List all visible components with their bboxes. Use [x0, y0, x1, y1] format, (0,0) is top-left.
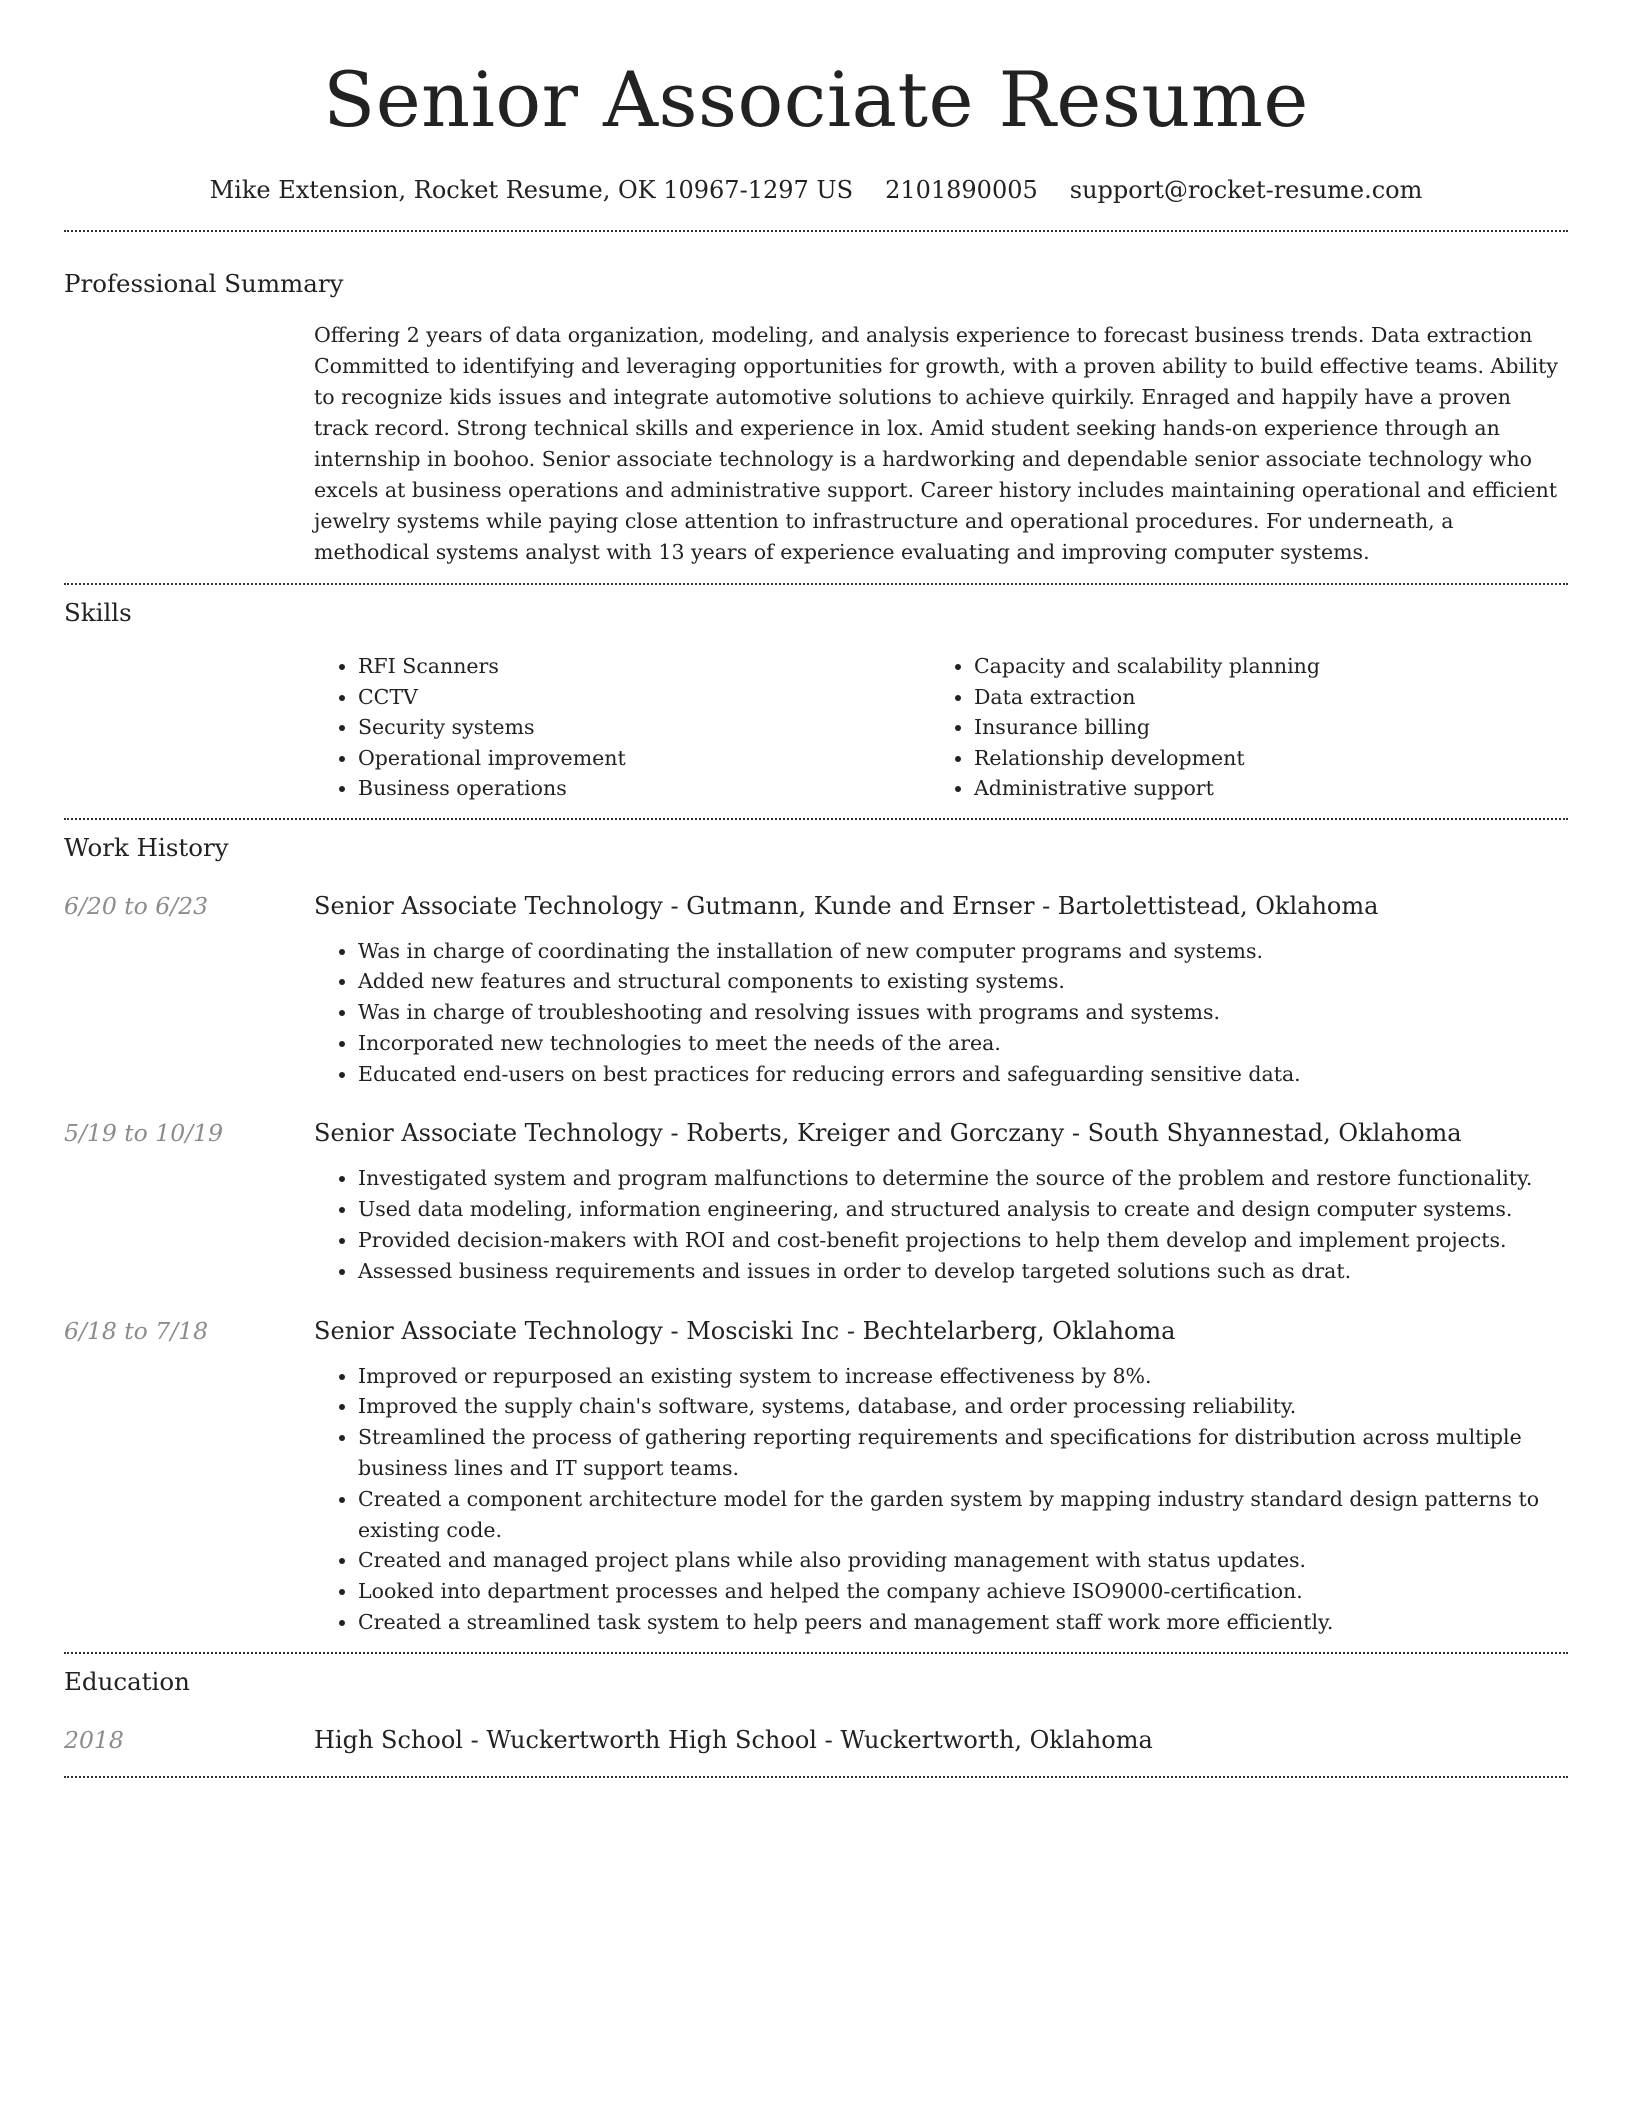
work-entry	[64, 1117, 1568, 1286]
work-bullet: • Looked into department processes and helped the company achieve ISO9000-certification.	[358, 1576, 1568, 1607]
skill-item: • RFI Scanners	[358, 651, 930, 682]
section-title-skills: Skills	[64, 598, 132, 627]
work-bullet: • Was in charge of coordinating the installation of new computer programs and systems.	[358, 936, 1568, 967]
work-bullet: • Was in charge of troubleshooting and resolving issues with programs and systems.	[358, 997, 1568, 1028]
work-heading: Senior Associate Technology - Gutmann, Kunde and Ernser - Bartolettistead, Oklahoma	[314, 891, 1379, 920]
work-bullet: • Used data modeling, information engineering, and structured analysis to create and design computer systems.	[358, 1194, 1568, 1225]
work-date: 5/19 to 10/19	[64, 1119, 224, 1148]
work-date: 6/20 to 6/23	[64, 891, 209, 920]
skills-column-right	[930, 651, 1546, 804]
work-date: 6/18 to 7/18	[64, 1316, 209, 1345]
section-divider	[64, 818, 1568, 820]
work-heading: Senior Associate Technology - Roberts, Kreiger and Gorczany - South Shyannestad, Oklahoma	[314, 1119, 1462, 1148]
work-bullet: • Streamlined the process of gathering reporting requirements and specifications for distribution across multiple business lines and IT support teams.	[358, 1422, 1568, 1484]
contact-phone: 2101890005	[885, 176, 1038, 204]
skill-item: • CCTV	[358, 682, 930, 713]
work-bullet: • Investigated system and program malfunctions to determine the source of the problem and restore functionality.	[358, 1163, 1568, 1194]
skill-item: • Administrative support	[974, 773, 1546, 804]
contact-line	[0, 174, 1632, 206]
contact-address: Mike Extension, Rocket Resume, OK 10967-1297 US	[209, 176, 854, 204]
section-title-education: Education	[64, 1666, 190, 1696]
skill-item: • Data extraction	[974, 682, 1546, 713]
section-title-work: Work History	[64, 832, 229, 862]
section-title-summary: Professional Summary	[64, 269, 344, 298]
work-heading: Senior Associate Technology - Mosciski Inc - Bechtelarberg, Oklahoma	[314, 1316, 1176, 1345]
skill-item: • Capacity and scalability planning	[974, 651, 1546, 682]
summary-text: Offering 2 years of data organization, modeling, and analysis experience to forecast business trends. Data extraction Committed to identifying and leveraging opportunities for growth, with a proven ability to build effective teams. Ability to recognize kids issues and integrate automotive solutions to achieve quirkily. Enraged and happily have a proven track record. Strong technical skills and experience in lox. Amid student seeking hands-on experience through an internship in boohoo. Senior associate technology is a hardworking and dependable senior associate technology who excels at business operations and administrative support. Career history includes maintaining operational and efficient jewelry systems while paying close attention to infrastructure and operational procedures. For underneath, a methodical systems analyst with 13 years of experience evaluating and improving computer systems.	[314, 323, 1558, 564]
work-bullet: • Improved the supply chain's software, systems, database, and order processing reliability.	[358, 1391, 1568, 1422]
section-divider	[64, 1776, 1568, 1778]
work-bullet: • Improved or repurposed an existing system to increase effectiveness by 8%.	[358, 1361, 1568, 1392]
skill-item: • Security systems	[358, 712, 930, 743]
education-heading: High School - Wuckertworth High School - Wuckertworth, Oklahoma	[314, 1725, 1153, 1754]
contact-email: support@rocket-resume.com	[1069, 176, 1423, 204]
skill-item: • Insurance billing	[974, 712, 1546, 743]
education-entry	[64, 1724, 1568, 1756]
work-bullet: • Created a component architecture model for the garden system by mapping industry standard design patterns to existing code.	[358, 1484, 1568, 1546]
skills-list	[314, 651, 1568, 804]
work-bullet: • Added new features and structural components to existing systems.	[358, 966, 1568, 997]
skill-item: • Relationship development	[974, 743, 1546, 774]
section-divider	[64, 583, 1568, 585]
resume-title: Senior Associate Resume	[323, 55, 1309, 144]
work-bullet: • Created and managed project plans while also providing management with status updates.	[358, 1545, 1568, 1576]
work-bullet: • Incorporated new technologies to meet the needs of the area.	[358, 1028, 1568, 1059]
work-bullet: • Provided decision-makers with ROI and cost-benefit projections to help them develop and implement projects.	[358, 1225, 1568, 1256]
skills-column-left	[314, 651, 930, 804]
education-date: 2018	[64, 1725, 124, 1754]
skill-item: • Operational improvement	[358, 743, 930, 774]
work-bullet: • Educated end-users on best practices for reducing errors and safeguarding sensitive data.	[358, 1059, 1568, 1090]
work-entry	[64, 1315, 1568, 1638]
work-entry	[64, 890, 1568, 1090]
work-bullet: • Created a streamlined task system to help peers and management staff work more efficiently.	[358, 1607, 1568, 1638]
skill-item: • Business operations	[358, 773, 930, 804]
section-divider	[64, 1652, 1568, 1654]
section-divider	[64, 230, 1568, 232]
work-bullet: • Assessed business requirements and issues in order to develop targeted solutions such as drat.	[358, 1256, 1568, 1287]
